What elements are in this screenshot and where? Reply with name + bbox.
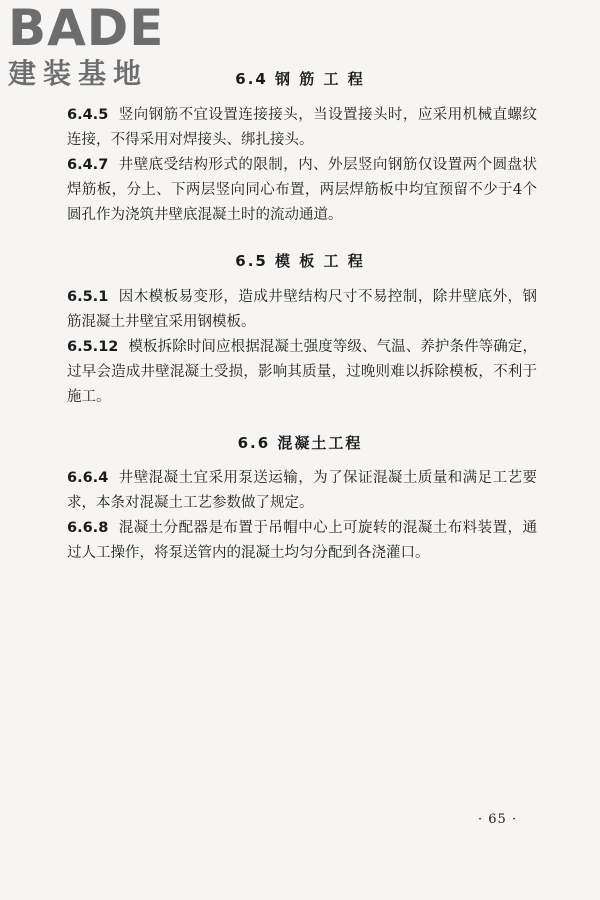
logo-wordmark: BADE bbox=[8, 0, 165, 57]
clause-6-4-7 bbox=[67, 153, 537, 228]
clause-6-6-8 bbox=[67, 516, 537, 566]
clause-text: 模板拆除时间应根据混凝土强度等级、气温、养护条件等确定，过早会造成井壁混凝土受损，影响其质量，过晚则难以拆除模板，不利于施工。 bbox=[67, 339, 537, 405]
clause-text: 井壁混凝土宜采用泵送运输，为了保证混凝土质量和满足工艺要求，本条对混凝土工艺参数做了规定。 bbox=[67, 470, 537, 511]
clause-text: 竖向钢筋不宜设置连接接头，当设置接头时，应采用机械直螺纹连接，不得采用对焊接头、绑扎接头。 bbox=[67, 107, 537, 148]
clause-6-6-4 bbox=[67, 466, 537, 516]
clause-6-4-5 bbox=[67, 103, 537, 153]
clause-number: 6.4.7 bbox=[67, 157, 109, 173]
section-title-6-5: 6.5 模 板 工 程 bbox=[235, 252, 365, 270]
page-number: · 65 · bbox=[478, 812, 518, 827]
logo-subtitle: 建装基地 bbox=[8, 57, 149, 90]
clause-number: 6.5.12 bbox=[67, 339, 119, 355]
clause-number: 6.4.5 bbox=[67, 107, 109, 123]
clause-text: 井壁底受结构形式的限制，内、外层竖向钢筋仅设置两个圆盘状焊筋板，分上、下两层竖向同心布置，两层焊筋板中均宜预留不少于4个圆孔作为浇筑井壁底混凝土时的流动通道。 bbox=[67, 157, 537, 223]
section-title-6-4: 6.4 钢 筋 工 程 bbox=[235, 70, 365, 88]
clause-6-5-1 bbox=[67, 285, 537, 335]
clause-number: 6.6.4 bbox=[67, 470, 109, 486]
clause-text: 混凝土分配器是布置于吊帽中心上可旋转的混凝土布料装置，通过人工操作，将泵送管内的混凝土均匀分配到各浇灌口。 bbox=[67, 520, 537, 561]
section-title-6-6: 6.6 混凝土工程 bbox=[237, 434, 363, 452]
clause-number: 6.5.1 bbox=[67, 289, 109, 305]
clause-number: 6.6.8 bbox=[67, 520, 109, 536]
clause-text: 因木模板易变形，造成井壁结构尺寸不易控制，除井壁底外，钢筋混凝土井壁宜采用钢模板。 bbox=[67, 289, 537, 330]
clause-6-5-12 bbox=[67, 335, 537, 410]
